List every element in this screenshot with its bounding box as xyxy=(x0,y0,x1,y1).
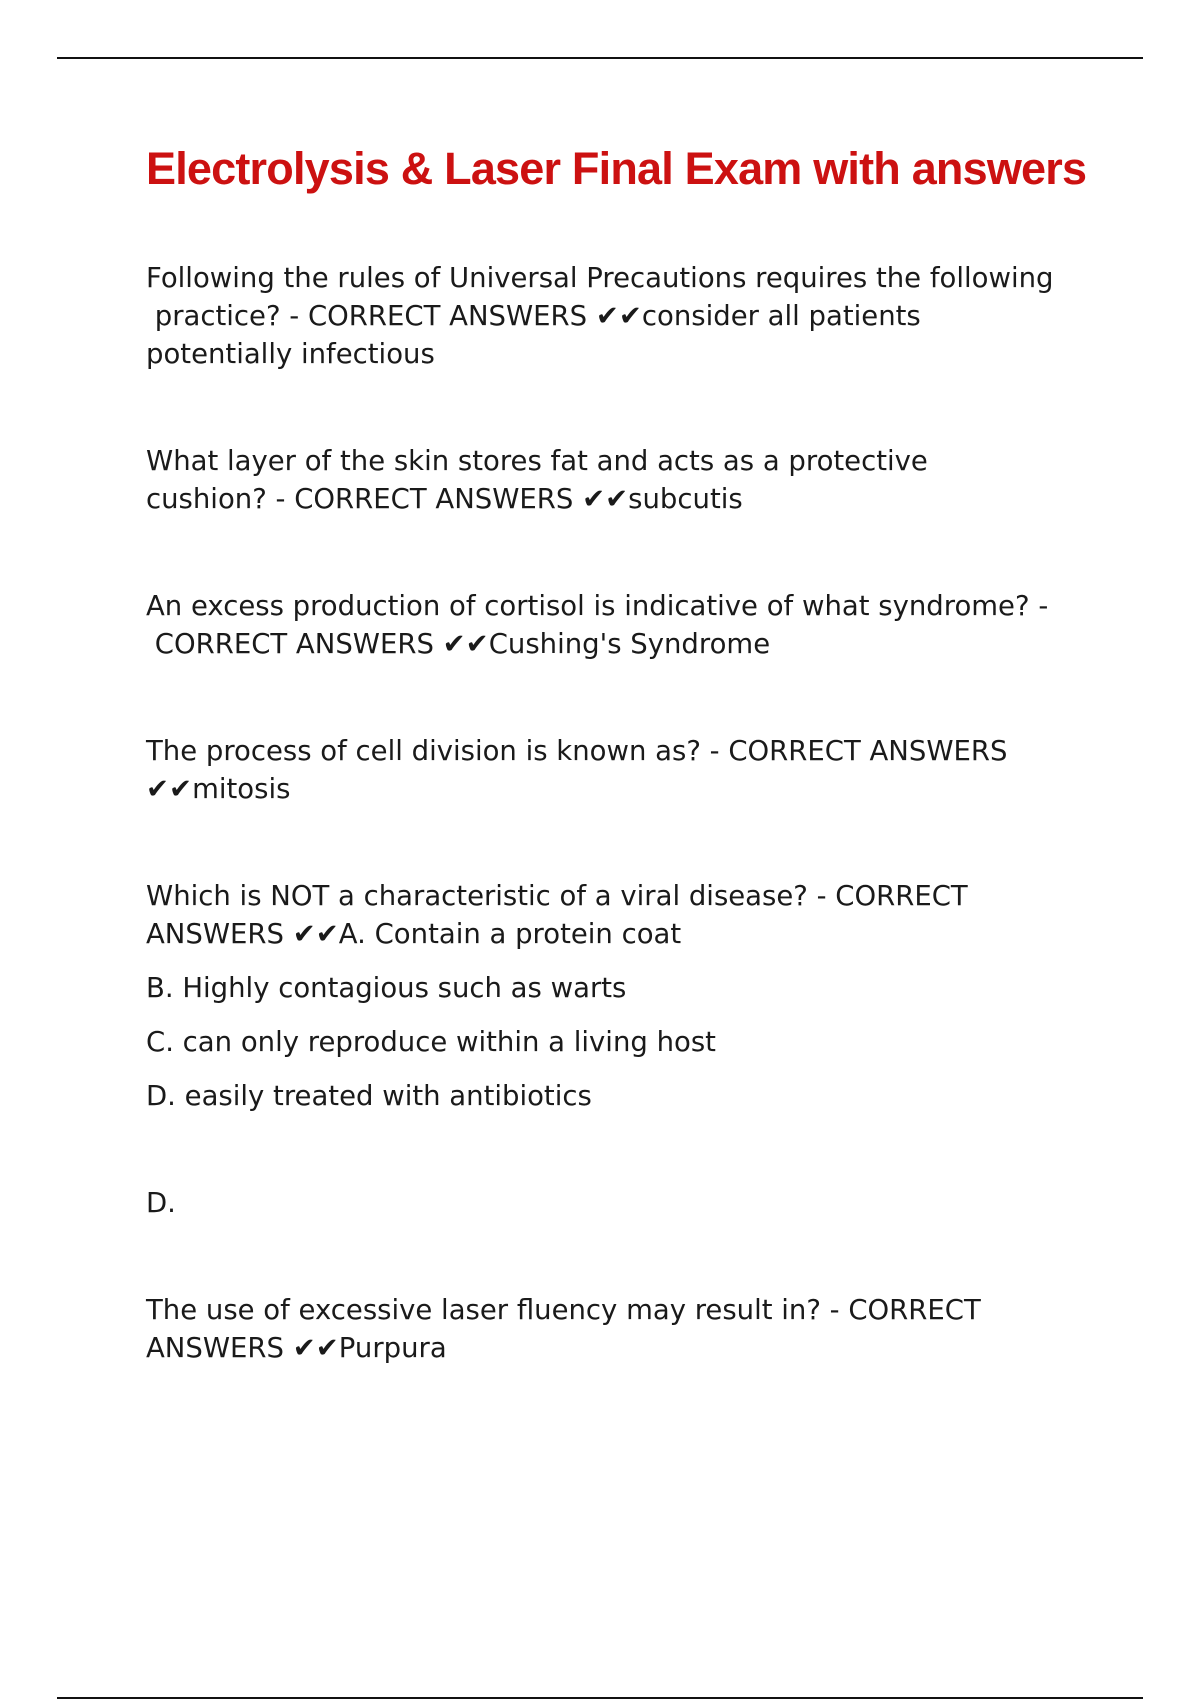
qa-item: What layer of the skin stores fat and acts as a protective cushion? - CORRECT ANSWERS ✔✔subcutis xyxy=(146,445,928,515)
qa-item: The use of excessive laser fluency may result in? - CORRECT ANSWERS ✔✔Purpura xyxy=(146,1294,981,1364)
qa-item: Which is NOT a characteristic of a viral disease? - CORRECT ANSWERS ✔✔A. Contain a protein coat xyxy=(146,880,968,950)
document-body xyxy=(146,140,1096,1367)
answer-option: D. easily treated with antibiotics xyxy=(146,1080,592,1112)
qa-item: Following the rules of Universal Precautions requires the following practice? - CORRECT ANSWERS ✔✔consider all patients potentially infectious xyxy=(146,262,1054,370)
answer-option: C. can only reproduce within a living host xyxy=(146,1026,716,1058)
qa-item: The process of cell division is known as? - CORRECT ANSWERS ✔✔mitosis xyxy=(146,735,1008,805)
answer-option: B. Highly contagious such as warts xyxy=(146,972,627,1004)
answer-letter: D. xyxy=(146,1187,176,1219)
top-rule xyxy=(57,57,1143,59)
qa-item: An excess production of cortisol is indicative of what syndrome? - CORRECT ANSWERS ✔✔Cushing's Syndrome xyxy=(146,590,1049,660)
bottom-rule xyxy=(57,1697,1143,1699)
document-title: Electrolysis & Laser Final Exam with answers xyxy=(146,143,1087,194)
